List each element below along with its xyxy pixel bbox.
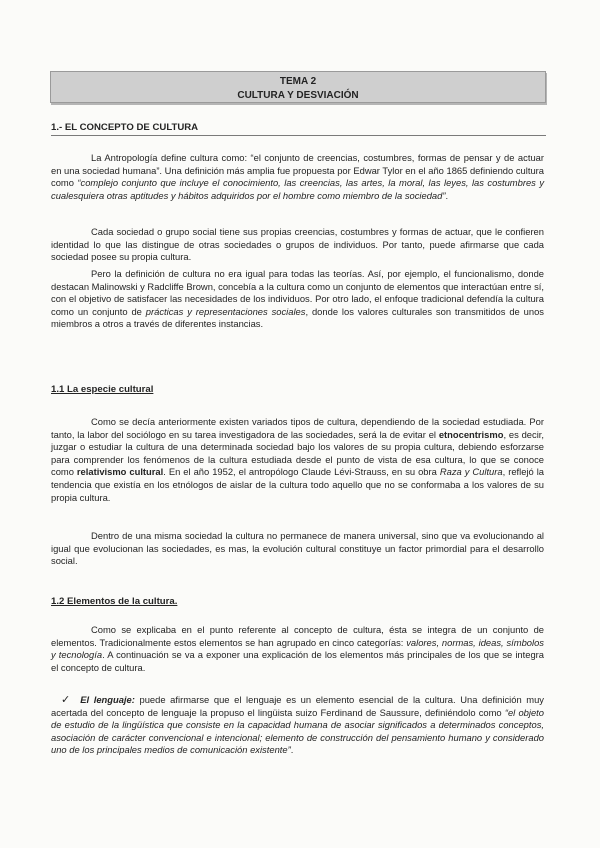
saussure-quote: “el objeto de estudio de la lingüística que consiste en la capacidad humana de asociar significados a determinados conceptos, asociación de carácter convencional e intencional; elemento de construcción del pensamiento humano y considerado uno de los principales medios de comunicación existente” [51,706,544,756]
text-run: . [445,189,449,201]
book-title: Raza y Cultura [439,466,503,478]
text-run: . [290,744,294,756]
text-run: Como se decía anteriormente existen variados tipos de cultura, dependiendo de la sociedad estudiada. Por tanto, la labor del sociólogo en su tarea investigadora de las sociedades, será la de evitar el [51,416,544,440]
title-line-1: TEMA 2 [279,76,317,87]
section-1-1-paragraph-1 [51,416,544,504]
title-line-2: CULTURA Y DESVIACIÓN [237,90,359,101]
section-1-heading: 1.- EL CONCEPTO DE CULTURA [51,122,199,133]
section-1-paragraph-1 [51,152,544,202]
text-run: Pero la definición de cultura no era igual para todas las teorías. Así, por ejemplo, el funcionalismo, donde destacan Malinowski y Radcliffe Brown, concebía a la cultura como un conjunto de elementos que interactúan entre sí, con el objetivo de satisfacer las necesidades de los individuos. Por otro lado, el enfoque tradicional defendía la cultura como un conjunto de [51,268,544,317]
section-1-paragraph-3 [51,268,544,331]
text-run: . En el año 1952, el antropólogo Claude Lévi-Strauss, en su obra [163,466,440,478]
section-1-2-heading: 1.2 Elementos de la cultura. [51,596,178,607]
check-icon: ✓ [61,694,73,706]
section-1-1-paragraph-2: Dentro de una misma sociedad la cultura no permanece de manera universal, sino que va evolucionando al igual que evolucionan las sociedades, es mas, la evolución cultural constituye un factor primordial para el desarrollo social. [51,530,544,567]
text-run: Como se explicaba en el punto referente al concepto de cultura, ésta se integra de un conjunto de elementos. Tradicionalmente estos elementos se han agrupado en cinco categorías: [51,624,544,648]
text-run: puede afirmarse que el lenguaje es un elemento esencial de la cultura. Una definición muy acertada del concepto de lenguaje la propuso el lingüista suizo Ferdinand de Saussure, definiéndolo como [51,694,544,718]
text-run: , reflejó la tendencia que existía en los etnólogos de aislar de la cultura todo aquello que no se conformaba a los valores de su propia cultura. [51,466,545,503]
section-1-2-paragraph-1 [51,624,544,674]
section-1-2-paragraph-2 [51,694,544,757]
text-run: La Antropología define cultura como: “el conjunto de creencias, costumbres, formas de pensar y de actuar en una sociedad humana”. Una definición más amplia fue propuesta por Edwar Tylor en el año 1865 definiendo cultura como [51,152,544,189]
lenguaje-label: El lenguaje: [80,694,135,705]
text-run: , donde los valores culturales son transmitidos de unos miembros a otros a través de diferentes instancias. [51,305,544,330]
bold-run: etnocentrismo [438,428,504,440]
section-1-rule [51,135,546,136]
text-run: . A continuación se va a exponer una explicación de los elementos más principales de los que se integra el concepto de cultura. [51,649,544,673]
italic-run: valores, normas, ideas, símbolos y tecnología [51,636,544,661]
section-1-1-heading: 1.1 La especie cultural [51,384,154,395]
bold-run: relativismo cultural [76,466,164,478]
tylor-quote: “complejo conjunto que incluye el conocimiento, las creencias, las artes, la moral, las leyes, las costumbres y cualesquiera otras aptitudes y hábitos adquiridos por el hombre como miembro de la sociedad” [51,177,545,201]
text-run: , es decir, juzgar o estudiar la cultura de una determinada sociedad bajo los valores de su propia cultura, debiendo esforzarse para comprender los fenómenos de la cultura estudiada desde el punto de vista de esa cultura, lo que se conoce como [51,428,544,478]
section-1-paragraph-2: Cada sociedad o grupo social tiene sus propias creencias, costumbres y formas de actuar, que le confieren identidad lo que las distingue de otras sociedades o grupos de individuos. Por tanto, puede afirmarse que cada sociedad posee su propia cultura. [51,226,544,263]
italic-run: prácticas y representaciones sociales [145,305,306,317]
title-box [50,71,546,103]
